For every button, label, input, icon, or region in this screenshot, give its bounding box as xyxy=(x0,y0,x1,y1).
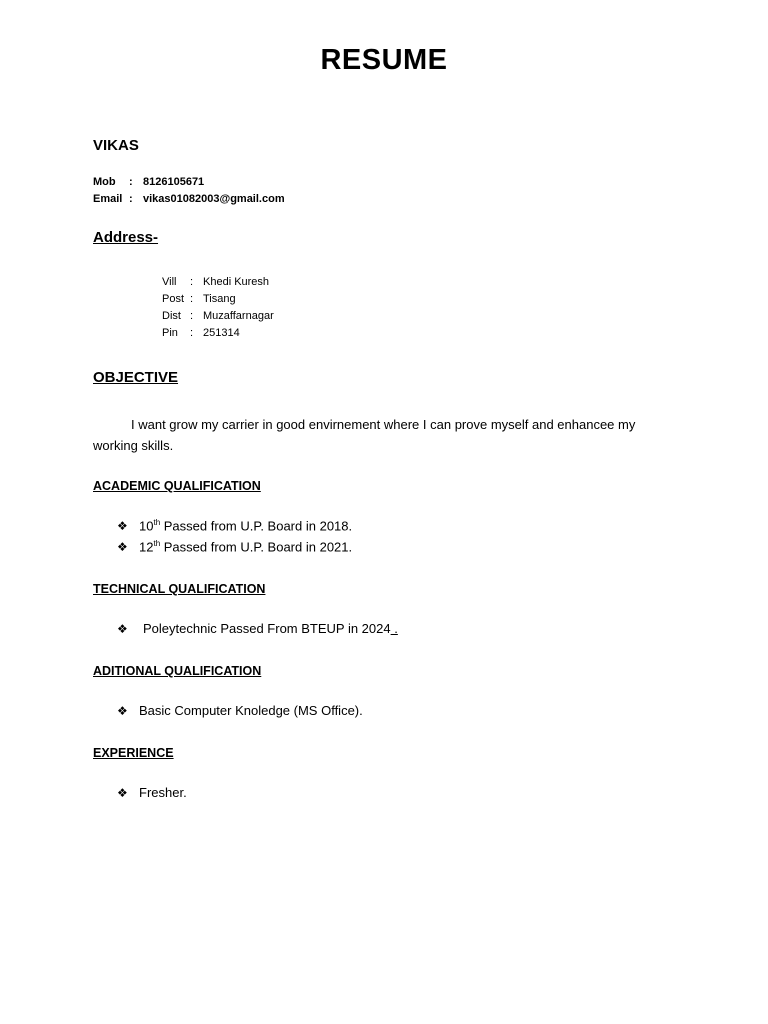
objective-text: I want grow my carrier in good envirnement where I can prove myself and enhancee my working skills. xyxy=(93,417,636,453)
address-row-post xyxy=(162,293,236,305)
mobile-value: 8126105671 xyxy=(143,176,205,188)
address-value: Muzaffarnagar xyxy=(203,310,274,322)
academic-item-text: Passed from U.P. Board in 2021. xyxy=(160,539,353,555)
additional-item-text: Basic Computer Knoledge (MS Office). xyxy=(139,703,363,718)
diamond-bullet-icon: ❖ xyxy=(117,704,128,718)
technical-item xyxy=(117,621,398,636)
technical-heading: TECHNICAL QUALIFICATION xyxy=(93,582,266,596)
address-heading: Address- xyxy=(93,229,159,246)
academic-item-num: 10 xyxy=(139,518,154,534)
address-row-vill xyxy=(162,276,269,288)
experience-heading: EXPERIENCE xyxy=(93,746,174,760)
experience-item-text: Fresher. xyxy=(139,785,187,800)
address-label: Post xyxy=(162,293,185,305)
address-value: Tisang xyxy=(203,293,236,305)
academic-item-num: 12 xyxy=(139,539,154,555)
address-value: Khedi Kuresh xyxy=(203,276,270,288)
technical-item-trail: . xyxy=(390,621,398,636)
technical-item-text: Poleytechnic Passed From BTEUP in 2024 xyxy=(143,621,391,636)
mobile-label: Mob xyxy=(93,176,116,188)
academic-item xyxy=(117,518,352,533)
address-colon: : xyxy=(190,276,194,288)
email-value: vikas01082003@gmail.com xyxy=(143,193,285,205)
address-colon: : xyxy=(190,327,194,339)
academic-item-sup: th xyxy=(153,518,161,527)
academic-item-sup: th xyxy=(153,539,161,548)
address-label: Dist xyxy=(162,310,181,322)
diamond-bullet-icon: ❖ xyxy=(117,540,128,555)
address-colon: : xyxy=(190,293,194,305)
candidate-name: VIKAS xyxy=(93,137,139,154)
academic-item xyxy=(117,539,352,554)
address-row-pin xyxy=(162,327,240,339)
address-colon: : xyxy=(190,310,194,322)
diamond-bullet-icon: ❖ xyxy=(117,622,128,636)
address-label: Pin xyxy=(162,327,178,339)
mobile-row xyxy=(93,176,204,188)
academic-heading: ACADEMIC QUALIFICATION xyxy=(93,479,261,493)
address-label: Vill xyxy=(162,276,177,288)
objective-heading: OBJECTIVE xyxy=(93,369,179,386)
email-label: Email xyxy=(93,193,123,205)
mobile-colon: : xyxy=(129,176,133,188)
email-colon: : xyxy=(129,193,133,205)
experience-item xyxy=(117,785,187,800)
additional-item xyxy=(117,703,363,718)
address-value: 251314 xyxy=(203,327,240,339)
email-row xyxy=(93,193,285,205)
diamond-bullet-icon: ❖ xyxy=(117,519,128,534)
diamond-bullet-icon: ❖ xyxy=(117,786,128,800)
address-row-dist xyxy=(162,310,274,322)
resume-title: RESUME xyxy=(320,44,448,76)
academic-item-text: Passed from U.P. Board in 2018. xyxy=(160,518,353,534)
additional-heading: ADITIONAL QUALIFICATION xyxy=(93,664,262,678)
